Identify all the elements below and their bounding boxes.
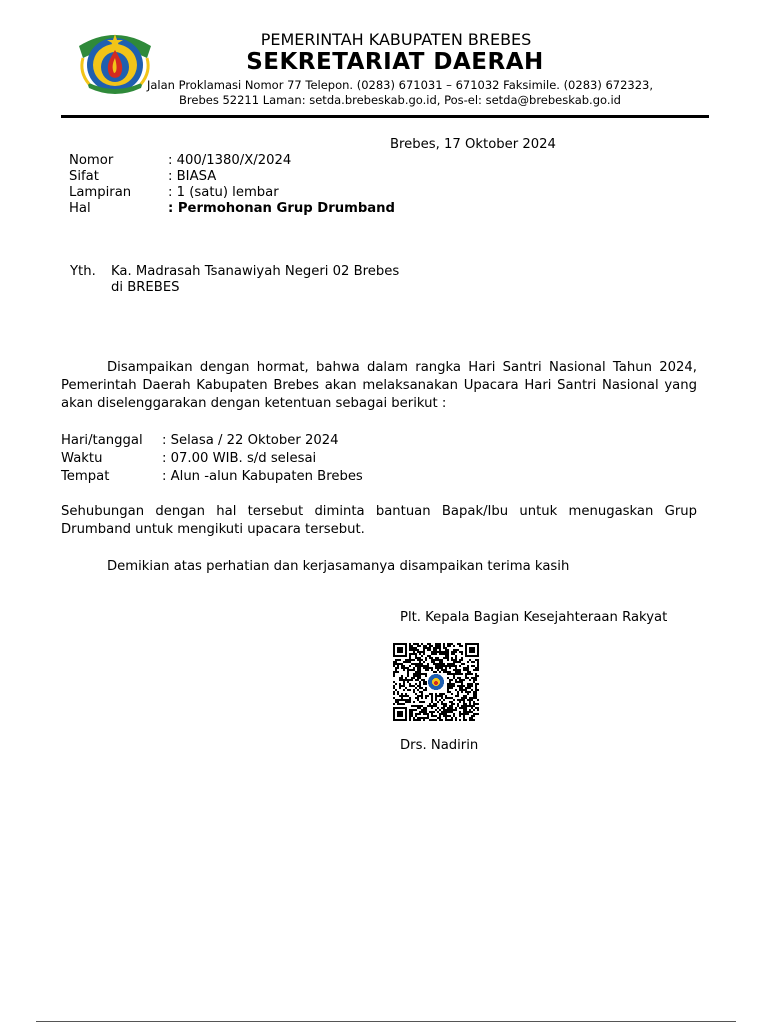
- address-line-2: Brebes 52211 Laman: setda.brebeskab.go.id, Pos-el: setda@brebeskab.go.id: [179, 93, 621, 107]
- schedule-block: [61, 432, 363, 486]
- signer-position: Plt. Kepala Bagian Kesejahteraan Rakyat: [400, 610, 668, 625]
- schedule-label: Waktu: [61, 451, 103, 466]
- schedule-value: : 07.00 WIB. s/d selesai: [162, 451, 317, 466]
- meta-label: Hal: [69, 201, 91, 216]
- recipient-prefix: Yth.: [70, 264, 96, 279]
- signer-name: Drs. Nadirin: [400, 738, 479, 753]
- meta-value-subject: : Permohonan Grup Drumband: [168, 201, 395, 216]
- meta-label: Nomor: [69, 153, 114, 168]
- letterhead-office: SEKRETARIAT DAERAH: [246, 49, 544, 75]
- meta-label: Sifat: [69, 169, 99, 184]
- body-closing: Demikian atas perhatian dan kerjasamanya disampaikan terima kasih: [107, 559, 570, 574]
- letterhead-address: [120, 78, 680, 108]
- recipient-location: di BREBES: [111, 280, 180, 295]
- schedule-row-place: [61, 468, 363, 486]
- letterhead-government: PEMERINTAH KABUPATEN BREBES: [260, 30, 532, 49]
- schedule-label: Hari/tanggal: [61, 433, 143, 448]
- page-bottom-rule: [36, 1021, 736, 1022]
- letterhead-divider: [61, 115, 709, 118]
- letter-date: Brebes, 17 Oktober 2024: [390, 137, 556, 152]
- recipient-name: Ka. Madrasah Tsanawiyah Negeri 02 Brebes: [111, 264, 400, 279]
- meta-value: : 400/1380/X/2024: [168, 153, 292, 168]
- address-line-1: Jalan Proklamasi Nomor 77 Telepon. (0283) 671031 – 671032 Faksimile. (0283) 672323,: [146, 78, 654, 92]
- body-request: Sehubungan dengan hal tersebut diminta bantuan Bapak/Ibu untuk menugaskan Grup Drumband untuk mengikuti upacara tersebut.: [61, 504, 697, 537]
- schedule-value: : Alun -alun Kabupaten Brebes: [162, 469, 363, 484]
- meta-value: : BIASA: [168, 169, 217, 184]
- body-opening: Disampaikan dengan hormat, bahwa dalam rangka Hari Santri Nasional Tahun 2024, Pemerintah Daerah Kabupaten Brebes akan melaksanakan Upacara Hari Santri Nasional yang akan diselenggarakan dengan ketentuan sebagai berikut :: [61, 360, 697, 411]
- schedule-value: : Selasa / 22 Oktober 2024: [162, 433, 339, 448]
- signature-qr-code: [393, 643, 479, 721]
- schedule-label: Tempat: [61, 469, 110, 484]
- schedule-row-date: [61, 432, 339, 450]
- meta-label: Lampiran: [69, 185, 132, 200]
- meta-value: : 1 (satu) lembar: [168, 185, 279, 200]
- schedule-row-time: [61, 450, 317, 468]
